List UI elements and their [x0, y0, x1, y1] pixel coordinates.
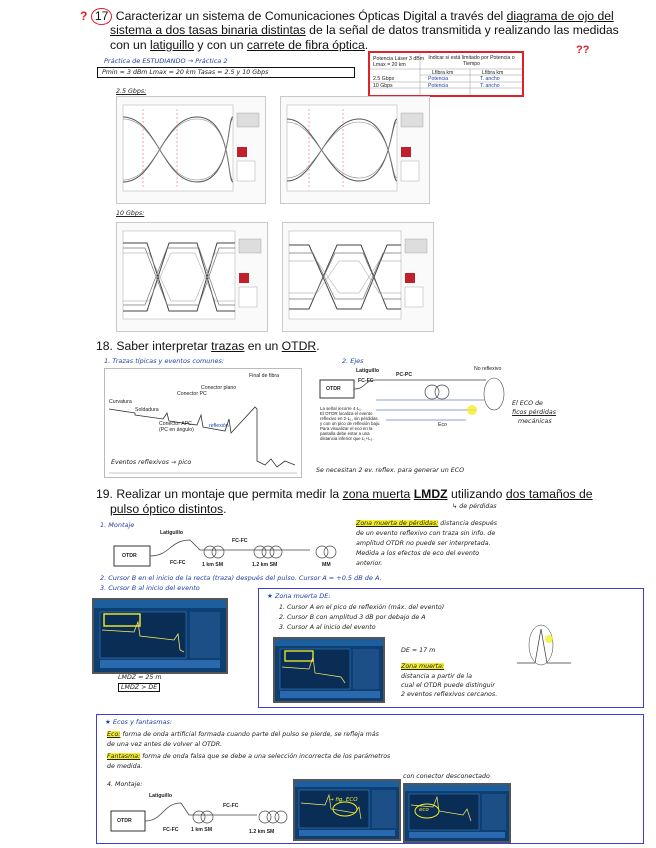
hw-cursor-1: 2. Cursor B en el inicio de la recta (traza) después del pulso. Cursor A = +0.5 dB de A.	[100, 574, 382, 582]
q17-text-3a: con un	[110, 38, 150, 52]
zona-line: amplitud OTDR no puede ser interpretada.	[356, 540, 491, 547]
label-apc: Conector APC	[159, 421, 192, 427]
question-mark: ?	[80, 9, 88, 23]
double-question-mark: ??	[576, 44, 590, 56]
zm-line: distancia a partir de la	[401, 673, 473, 680]
eye-diagram-10-latiguillo	[116, 222, 268, 332]
fcfc-label: FC-FC	[232, 538, 248, 544]
hw-25gbps: 2.5 Gbps:	[116, 88, 147, 95]
fcfc-label: FC-FC	[223, 803, 239, 809]
label-conector-plano: Conector plano	[201, 385, 237, 391]
de-value: DE ≈ 17 m	[401, 647, 436, 654]
hw-eco: El ECO de	[512, 400, 543, 407]
shot-annotation: eco	[419, 807, 429, 813]
otdr-label: OTDR	[117, 818, 132, 824]
sm-label: 1.2 km SM	[249, 829, 275, 835]
q18-text-a: 18. Saber interpretar	[96, 339, 212, 353]
pulse-sketch	[515, 619, 575, 669]
q18-text-b: trazas	[211, 339, 245, 353]
eye-trace	[117, 223, 267, 331]
hw-cursor-2: 3. Cursor B al inicio del evento	[100, 584, 200, 592]
fcfc-label: FC-FC	[170, 560, 186, 566]
latiguillo-label: Latiguillo	[149, 793, 173, 799]
fiber-diagram	[110, 530, 350, 574]
fiber-setup-ecos	[107, 789, 297, 839]
hw-montaje-4: 4. Montaje:	[107, 781, 143, 788]
box-line: 3. Cursor A al inicio del evento	[279, 624, 376, 631]
otdr-note	[320, 406, 382, 441]
zona-line: distancia después	[440, 520, 498, 527]
q17-text-2b: de la señal de datos transmitida y realizando las medidas	[305, 23, 619, 37]
note-line: Para visualizar el eco en la	[320, 426, 373, 431]
otdr-echo-setup	[316, 366, 512, 462]
con-conector: con conector desconectado	[403, 773, 490, 780]
table-row-b: T. ancho	[480, 83, 500, 89]
q19-text-line2: pulso óptico distintos	[110, 502, 224, 516]
label-apc2: (PC en ángulo)	[159, 427, 194, 433]
q17-line2	[110, 23, 650, 38]
eco-text2: de una vez antes de volver al OTDR.	[107, 741, 223, 748]
table-row-a: Potencia	[428, 83, 449, 89]
zm-title	[401, 663, 444, 670]
hw-10gbps: 10 Gbps:	[116, 210, 145, 217]
box-line: 1. Cursor A en el pico de reflexión (máx. del evento)	[279, 604, 445, 611]
hw-q18-2: 2. Ejes	[342, 357, 364, 365]
otdr-screen	[94, 600, 226, 672]
otdr-box-label: OTDR	[326, 386, 341, 392]
q19-line2	[110, 502, 227, 517]
zm-line: 2 eventos reflexivos cercanos.	[401, 691, 498, 698]
q17-text-2a: sistema a dos tasas binaria distintas	[110, 23, 306, 37]
note-line: reflexivo en 2·L₁, sin pérdidas	[320, 416, 378, 421]
q18-title	[96, 339, 596, 354]
zm-title-text: Zona muerta:	[401, 663, 445, 670]
q19-text-line2-end: .	[223, 502, 227, 516]
table-sub-a: Lfibra km	[432, 70, 454, 76]
otdr-label: OTDR	[122, 553, 137, 559]
hw-eco3: mecánicas	[518, 418, 552, 425]
zm-line: cual el OTDR puede distinguir	[401, 682, 496, 689]
note-line: distancia inferior que L₁+L₂.	[320, 436, 374, 441]
eye-diagram-25-latiguillo	[116, 96, 266, 204]
label-reflexion: reflexión	[209, 423, 229, 429]
otdr-screenshot-de	[273, 637, 385, 703]
q19-text-b: zona muerta	[342, 487, 411, 501]
note-line: El OTDR localiza el evento	[320, 411, 373, 416]
hw-eventos: Eventos reflexivos → pico	[111, 459, 192, 466]
fcfc-label: FC-FC	[358, 378, 374, 384]
shot-annotation: → fig. ECO	[329, 797, 358, 803]
limit-table	[368, 51, 524, 97]
fant-text2: de medida.	[107, 763, 143, 770]
sm-label: 1 km SM	[191, 827, 213, 833]
fantasma-definition	[107, 753, 390, 760]
eye-trace	[281, 97, 429, 203]
eye-trace	[117, 97, 265, 203]
label-soldadura: Soldadura	[135, 407, 159, 413]
sm-label: 1.2 km SM	[252, 562, 278, 568]
eco-label: Eco	[438, 422, 447, 428]
table-row-b: T. ancho	[480, 76, 500, 82]
hw-eco2: ficos pérdidas	[512, 409, 557, 416]
zona-line: anterior.	[356, 560, 383, 567]
q19-text-f: dos tamaños de	[505, 487, 593, 501]
label-final: Final de fibra	[249, 373, 279, 379]
note-line: pantalla debe estar a una	[320, 431, 370, 436]
q19-text-a: 19. Realizar un montaje que permita medir la	[96, 487, 343, 501]
table-header-left2: Lmax = 20 km	[373, 62, 406, 68]
fant-text: forma de onda falsa que se debe a una selección incorrecta de los parámetros	[142, 753, 391, 760]
q19-text-e: utilizando	[447, 487, 506, 501]
otdr-screenshot-eco	[293, 779, 401, 841]
note-line: y con un pico de reflexión bajo.	[320, 421, 381, 426]
hw-lmdz-2: LMDZ > DE	[118, 683, 160, 692]
table-row-rate: 10 Gbps	[373, 83, 393, 89]
eye-diagram-10-carrete	[282, 222, 434, 332]
latiguillo-label: Latiguillo	[160, 530, 184, 536]
hw-montaje: 1. Montaje	[100, 521, 135, 529]
ecos-fantasmas-box	[96, 714, 644, 844]
table-sub-b: Lfibra km	[482, 70, 504, 76]
zona-muerta-perdidas-note	[356, 520, 646, 567]
otdr-screenshot-lmdz	[92, 598, 228, 674]
zona-title: Zona muerta de pérdidas:	[356, 520, 439, 527]
fant-label: Fantasma:	[107, 753, 141, 760]
fiber-setup-q19	[110, 530, 350, 574]
q17-text-1a: Caracterizar un sistema de Comunicaciones Ópticas Digital a través del	[115, 9, 507, 23]
eye-diagram-25-carrete	[280, 96, 430, 204]
q19-title	[96, 487, 652, 502]
pcpc-label: PC-PC	[396, 372, 413, 378]
q17-number: 17	[91, 8, 113, 25]
box-title: ★ Zona muerta DE:	[267, 592, 331, 600]
eco-label: Eco:	[107, 731, 121, 738]
latiguillo-label: Latiguillo	[356, 368, 380, 374]
table-header-left: Potencia Láser 3 dBm	[373, 56, 425, 62]
label-conector-pc: Conector PC	[177, 391, 207, 397]
box-title: ★ Ecos y fantasmas:	[105, 718, 173, 726]
hw-params-box: Pmin = 3 dBm Lmax = 20 km Tasas = 2.5 y 10 Gbps	[97, 67, 355, 78]
eco-text: forma de onda artificial formada cuando parte del pulso se pierde, se refleja más	[122, 731, 379, 738]
table-row-a: Potencia	[428, 76, 449, 82]
fcfc-label: FC-FC	[163, 827, 179, 833]
q18-text-e: .	[316, 339, 320, 353]
q17-text-3d: carrete de fibra óptica	[246, 38, 365, 52]
q19-text-d: LMDZ	[413, 487, 448, 501]
otdr-screen	[405, 785, 509, 841]
no-reflexivo-label: No reflexivo	[474, 366, 502, 372]
hw-de-perdidas: ↳ de pérdidas	[452, 503, 497, 510]
q17-text-3b: latiguillo	[149, 38, 195, 52]
label-curvatura: Curvatura	[109, 399, 132, 405]
q17-text-3e: .	[364, 38, 369, 52]
table-header-right: Indicar si está limitado por Potencia o Tiempo	[428, 55, 515, 67]
otdr-screen	[295, 781, 399, 839]
otdr-trace-diagram	[104, 368, 302, 478]
hw-lmdz-1: LMDZ ≈ 25 m	[118, 674, 162, 681]
eco-definition	[107, 731, 379, 738]
q17-text-1b: diagrama de ojo del	[506, 9, 614, 23]
zona-line: Medida a los efectos de eco del evento	[356, 550, 480, 557]
otdr-screen	[275, 639, 383, 701]
hw-q18-bottom: Se necesitan 2 ev. reflex. para generar un ECO	[316, 467, 465, 474]
eye-trace	[283, 223, 433, 331]
box-line: 2. Cursor B con amplitud 3 dB por debajo de A	[279, 614, 426, 621]
q18-text-c: en un	[244, 339, 282, 353]
otdr-screenshot-eco2	[403, 783, 511, 843]
q17-text-3c: y con un	[194, 38, 247, 52]
sm-label: 1 km SM	[202, 562, 224, 568]
hw-practice-title: Práctica de ESTUDIANDO → Práctica 2	[104, 57, 228, 65]
zona-line: de un evento reflexivo con traza sin info. de	[356, 530, 496, 537]
q18-text-d: OTDR	[281, 339, 317, 353]
hw-q18-1: 1. Trazas típicas y eventos comunes:	[104, 357, 225, 365]
mm-label: MM	[322, 562, 331, 568]
zona-muerta-de-box	[258, 588, 644, 708]
table-row-rate: 2.5 Gbps	[373, 76, 395, 82]
note-line: La señal recorre 4·L₁.	[320, 406, 362, 411]
